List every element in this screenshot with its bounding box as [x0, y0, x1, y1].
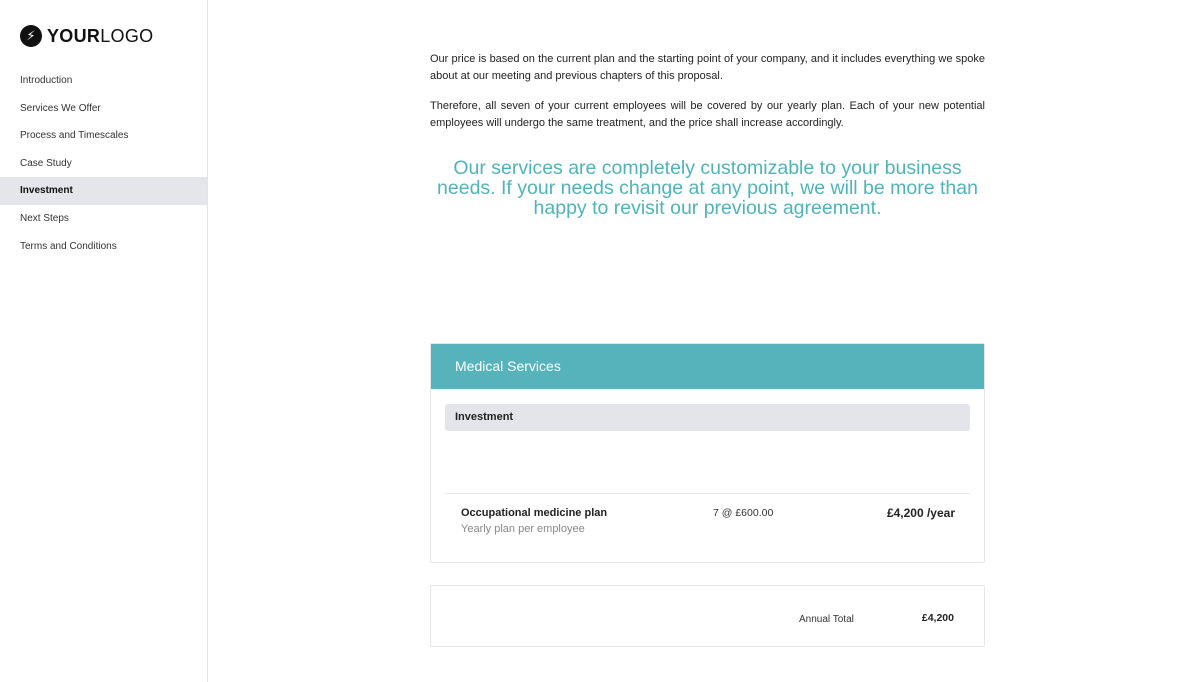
- item-quantity: 7 @ £600.00: [713, 507, 774, 519]
- intro-paragraph: Our price is based on the current plan and the starting point of your company, and it includes everything we spoke about at our meeting and previous chapters of this proposal.: [430, 53, 985, 82]
- bolt-icon: ⚡︎: [20, 25, 42, 47]
- pricing-table: [430, 343, 985, 563]
- sidebar-item-introduction[interactable]: Introduction: [20, 75, 73, 86]
- sidebar-item-terms[interactable]: Terms and Conditions: [20, 240, 117, 252]
- item-description: Yearly plan per employee: [461, 523, 585, 535]
- total-value: £4,200: [921, 612, 954, 624]
- logo-text: YOURLOGO: [47, 25, 154, 46]
- sidebar-item-next-steps[interactable]: Next Steps: [20, 212, 69, 224]
- section-header: Investment: [445, 404, 970, 431]
- sidebar-nav: [0, 67, 207, 260]
- total-label: Annual Total: [799, 614, 854, 625]
- pull-quote: Our services are completely customizable to your business needs. If your needs change at any point, we will be more than happy to revisit our previous agreement.: [437, 157, 978, 219]
- sidebar-item-services[interactable]: Services We Offer: [20, 102, 101, 114]
- table-row: [445, 493, 970, 553]
- pricing-title: Medical Services: [431, 344, 984, 389]
- sidebar-item-case-study[interactable]: Case Study: [20, 157, 72, 169]
- total-box: [430, 585, 985, 647]
- sidebar-item-investment[interactable]: Investment: [0, 177, 207, 205]
- employees-paragraph: Therefore, all seven of your current employees will be covered by our yearly plan. Each of your new potential employees will undergo the same treatment, and the price shall increase accordingly.: [430, 100, 985, 129]
- sidebar-item-process[interactable]: Process and Timescales: [20, 130, 129, 142]
- item-price: £4,200 /year: [886, 506, 955, 520]
- logo[interactable]: [20, 25, 153, 47]
- sidebar: [0, 0, 208, 682]
- item-name: Occupational medicine plan: [461, 507, 608, 519]
